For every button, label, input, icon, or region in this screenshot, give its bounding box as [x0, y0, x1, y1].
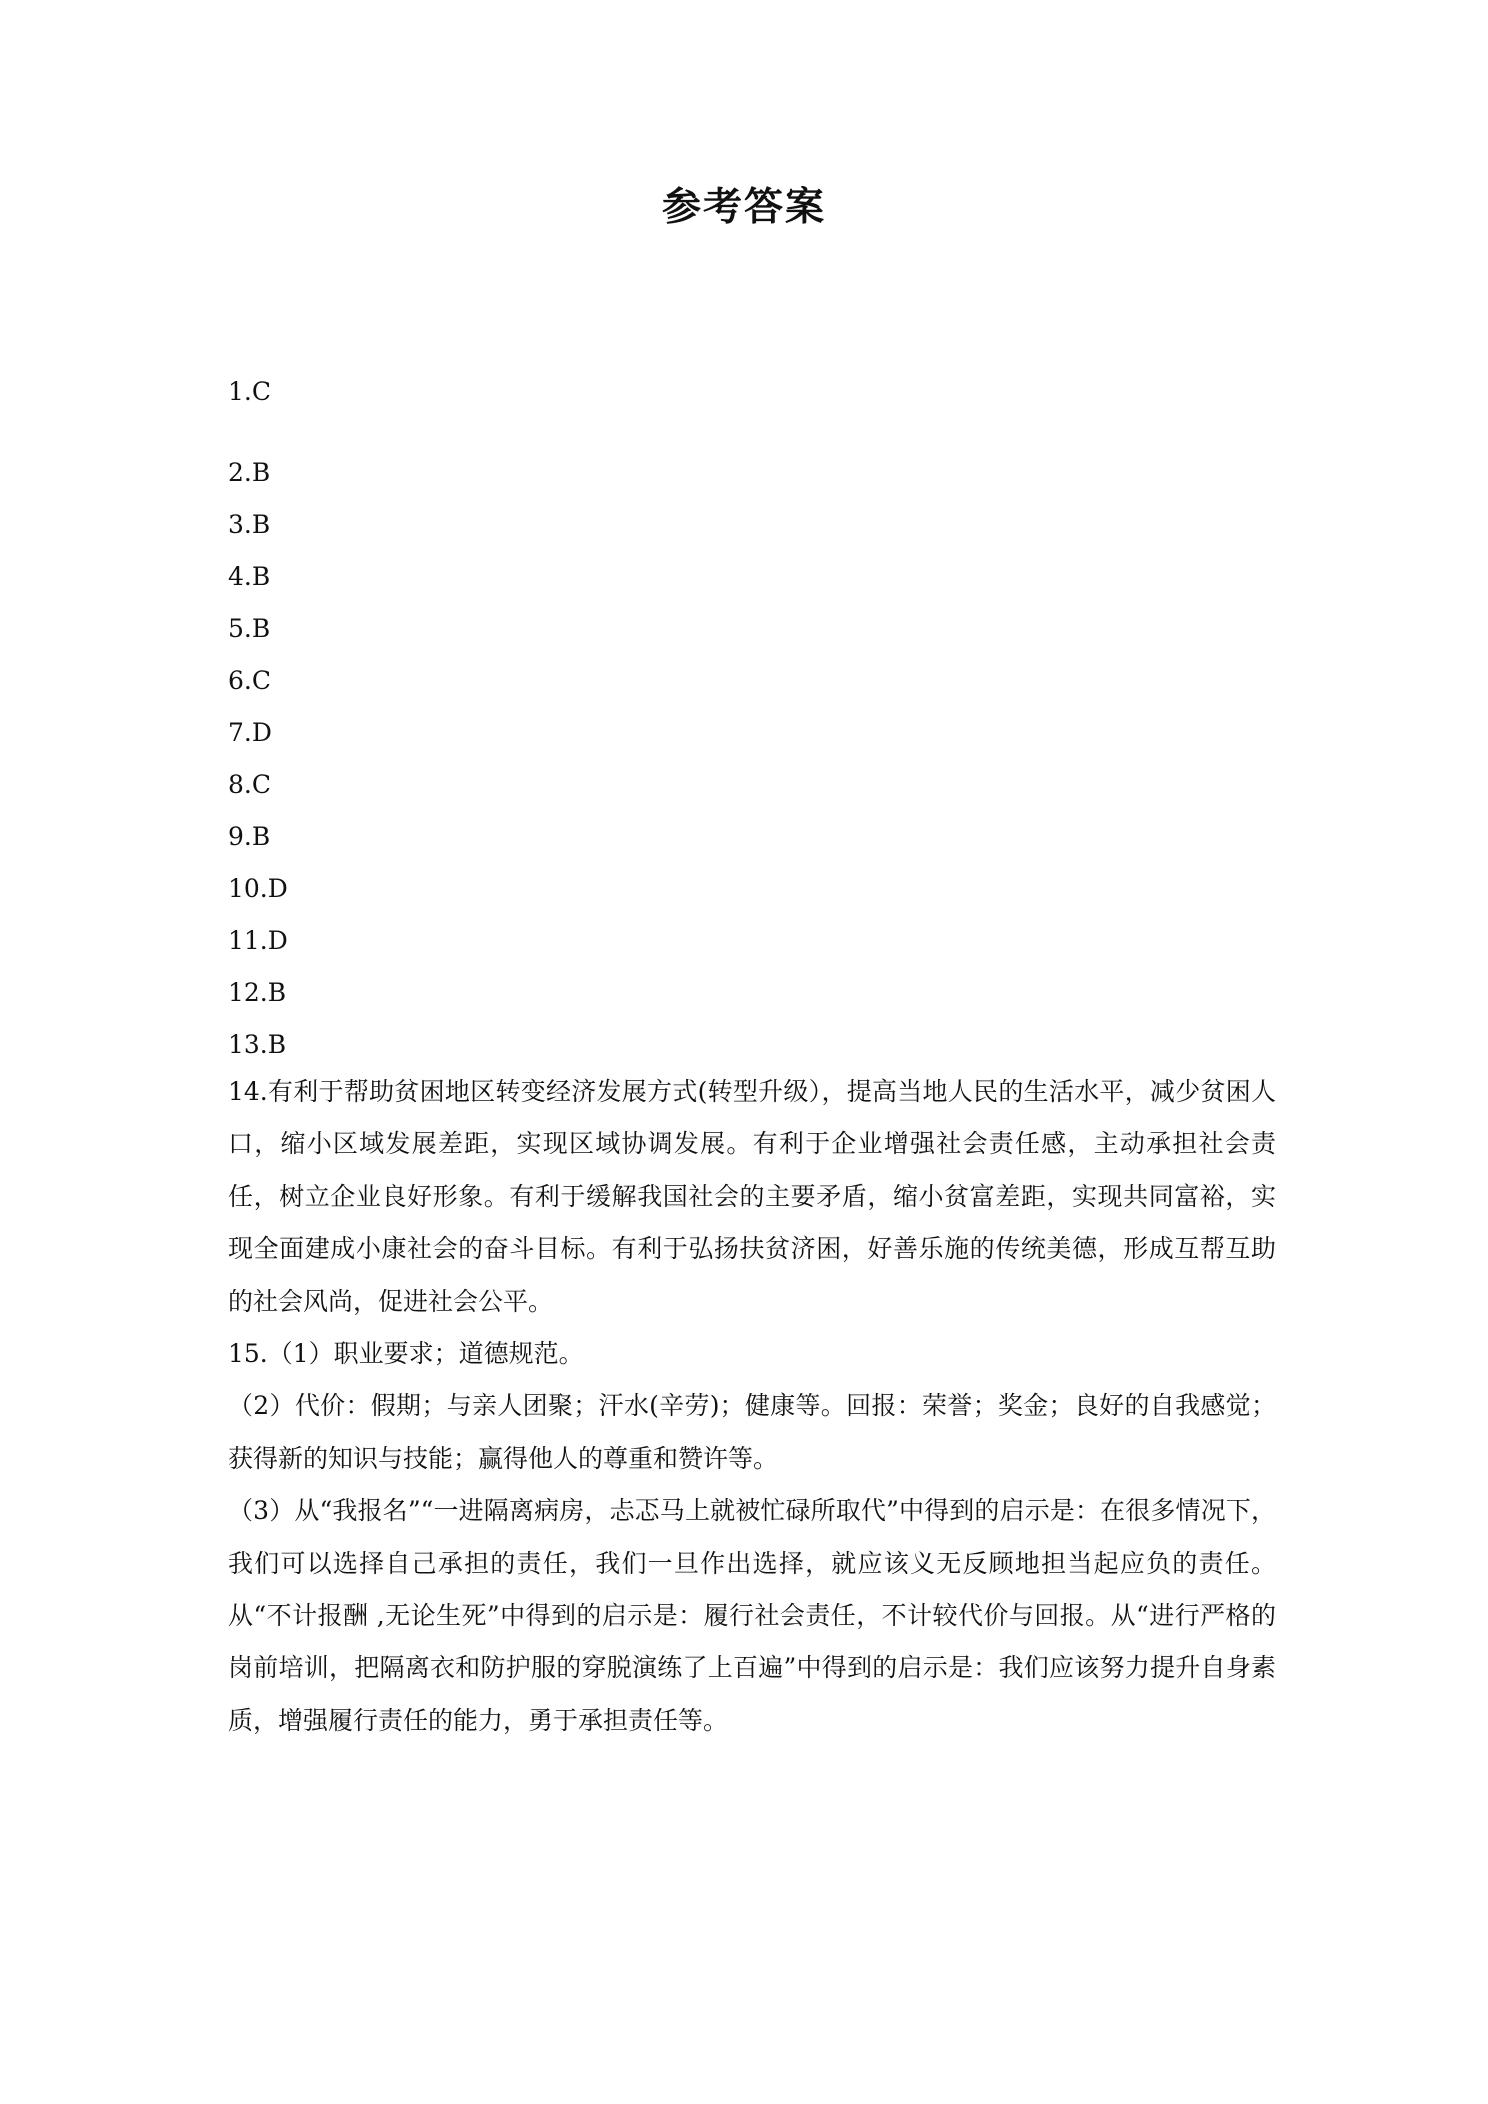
- answer-15-part-2: （2）代价：假期；与亲人团聚；汗水(辛劳)；健康等。回报：荣誉；奖金；良好的自我感觉；获得新的知识与技能；赢得他人的尊重和赞许等。: [228, 1391, 1276, 1473]
- answer-14-text: 14.有利于帮助贫困地区转变经济发展方式(转型升级），提高当地人民的生活水平，减少贫困人口，缩小区域发展差距，实现区域协调发展。有利于企业增强社会责任感，主动承担社会责任，树立企业良好形象。有利于缓解我国社会的主要矛盾，缩小贫富差距，实现共同富裕，实现全面建成小康社会的奋斗目标。有利于弘扬扶贫济困，好善乐施的传统美德，形成互帮互助的社会风尚，促进社会公平。: [228, 1077, 1276, 1316]
- page-title: 参考答案: [661, 185, 826, 230]
- answer-item-7: 7.D: [228, 718, 272, 747]
- answer-item-3: 3.B: [228, 510, 271, 539]
- answer-item-4: 4.B: [228, 562, 271, 591]
- answer-item-1: 1.C: [228, 377, 271, 406]
- answer-15-part-3: （3）从“我报名”“一进隔离病房，忐忑马上就被忙碌所取代”中得到的启示是：在很多情况下，我们可以选择自己承担的责任，我们一旦作出选择，就应该义无反顾地担当起应负的责任。从“不计报酬 ,无论生死”中得到的启示是：履行社会责任，不计较代价与回报。从“进行严格的岗前培训，把隔离衣和防护服的穿脱演练了上百遍”中得到的启示是：我们应该努力提升自身素质，增强履行责任的能力，勇于承担责任等。: [228, 1496, 1276, 1735]
- answer-15-part-1: 15.（1）职业要求；道德规范。: [228, 1339, 584, 1368]
- answer-15-block: [228, 1328, 1276, 1747]
- answer-item-10: 10.D: [228, 874, 288, 903]
- answer-item-9: 9.B: [228, 822, 271, 851]
- answer-14-paragraph: [228, 1066, 1276, 1328]
- answer-item-8: 8.C: [228, 770, 271, 799]
- answer-item-11: 11.D: [228, 926, 288, 955]
- answer-item-13: 13.B: [228, 1030, 287, 1059]
- answer-item-6: 6.C: [228, 666, 271, 695]
- answer-item-5: 5.B: [228, 614, 271, 643]
- answer-item-12: 12.B: [228, 978, 287, 1007]
- answer-item-2: 2.B: [228, 458, 271, 487]
